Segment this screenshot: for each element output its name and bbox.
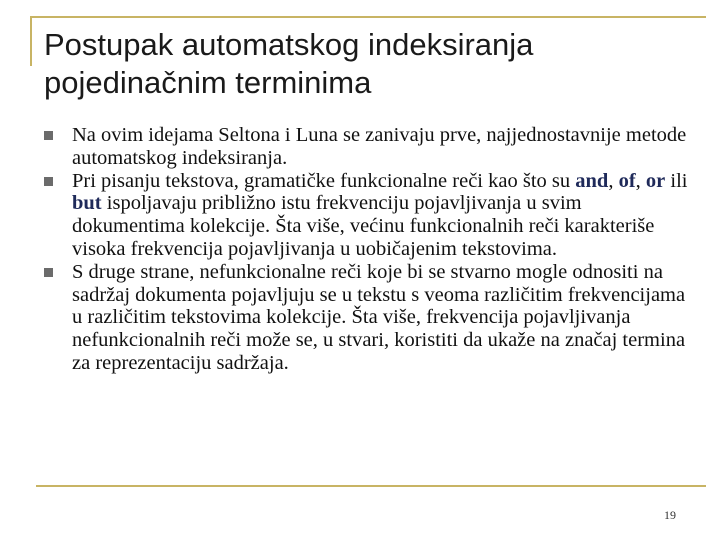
bullet-item-1: [44, 124, 694, 170]
bottom-border-line: [36, 485, 706, 487]
slide-title-line-2: pojedinačnim terminima: [44, 65, 372, 100]
bullet-text: Na ovim idejama Seltona i Luna se zanivaju prve, najjednostavnije metode automatskog indeksiranja.: [72, 124, 687, 169]
separator-text: ,: [635, 169, 646, 192]
bullet-text: Pri pisanju tekstova, gramatičke funkcionalne reči kao što su: [72, 169, 576, 192]
bullet-list: [44, 124, 694, 375]
left-border-line: [30, 16, 32, 66]
square-bullet-icon: [44, 131, 53, 140]
page-number: 19: [664, 508, 676, 522]
keyword-or: or: [645, 169, 666, 192]
square-bullet-icon: [44, 268, 53, 277]
slide-title: [44, 26, 704, 102]
bullet-text: ispoljavaju približno istu frekvenciju pojavljivanja u svim dokumentima kolekcije. Šta više, većinu funkcionalnih reči karakteriše visoka frekvencija pojavljivanja u uobičajenim tekstovima.: [72, 192, 655, 260]
keyword-of: of: [618, 169, 636, 192]
keyword-but: but: [72, 192, 102, 215]
slide-title-line-1: Postupak automatskog indeksiranja: [44, 27, 534, 62]
separator-text: ili: [665, 169, 688, 192]
top-border-line: [30, 16, 706, 18]
bullet-text: S druge strane, nefunkcionalne reči koje bi se stvarno mogle odnositi na sadržaj dokumenta pojavljuju se u tekstu s veoma različitim frekvencijama u različitim tekstovima kolekcije. Šta više, frekvencija pojavljivanja nefunkcionalnih reči može se, u stvari, koristiti da ukaže na značaj termina za reprezentaciju sadržaja.: [72, 260, 686, 374]
square-bullet-icon: [44, 177, 53, 186]
separator-text: ,: [608, 169, 619, 192]
bullet-item-2: [44, 170, 694, 261]
keyword-and: and: [575, 169, 609, 192]
bullet-item-3: [44, 261, 694, 375]
